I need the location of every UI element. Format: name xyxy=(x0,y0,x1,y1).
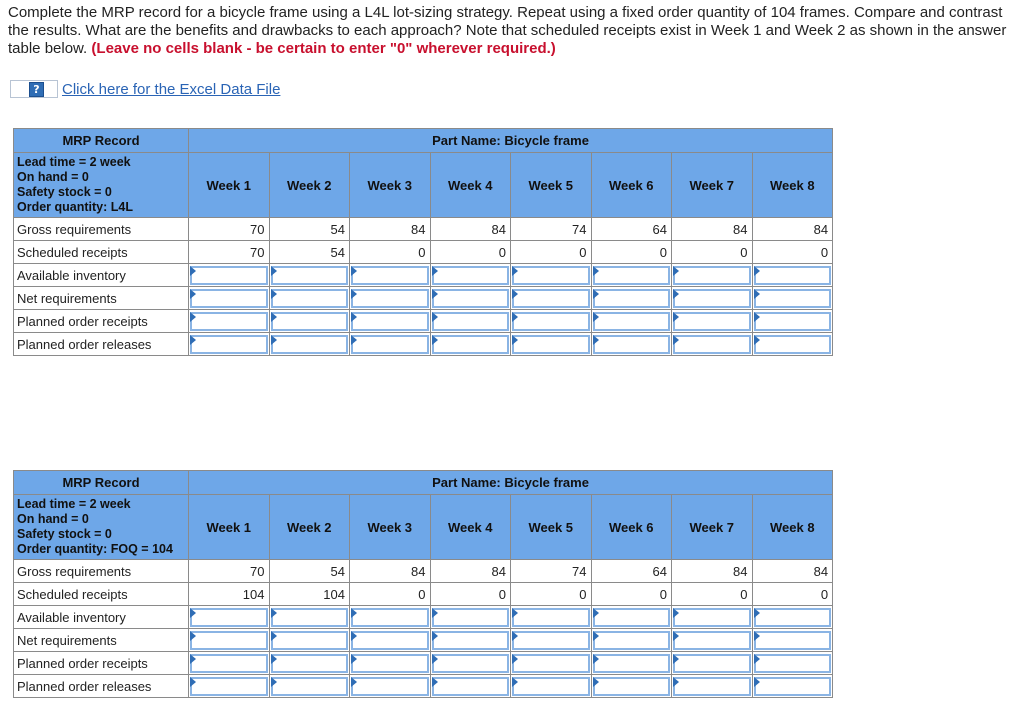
answer-input[interactable] xyxy=(271,335,349,354)
input-cell xyxy=(591,264,672,287)
parameter-line: Safety stock = 0 xyxy=(17,527,112,541)
answer-input[interactable] xyxy=(190,654,268,673)
table-row xyxy=(14,606,833,629)
input-cell xyxy=(511,652,592,675)
value-cell: 0 xyxy=(430,241,511,264)
input-cell xyxy=(350,606,431,629)
value-cell: 84 xyxy=(752,218,833,241)
value-cell: 0 xyxy=(752,241,833,264)
answer-input[interactable] xyxy=(754,289,832,308)
input-cell xyxy=(430,333,511,356)
value-cell: 0 xyxy=(591,583,672,606)
input-cell xyxy=(269,606,350,629)
answer-input[interactable] xyxy=(271,677,349,696)
input-cell xyxy=(752,287,833,310)
input-cell xyxy=(511,264,592,287)
week-header: Week 6 xyxy=(591,153,672,218)
input-cell xyxy=(591,652,672,675)
input-cell xyxy=(269,264,350,287)
input-cell xyxy=(591,287,672,310)
value-cell: 0 xyxy=(511,583,592,606)
input-cell xyxy=(752,333,833,356)
answer-input[interactable] xyxy=(351,289,429,308)
input-cell xyxy=(189,606,270,629)
table-row xyxy=(14,333,833,356)
value-cell: 70 xyxy=(189,241,270,264)
week-header: Week 6 xyxy=(591,495,672,560)
value-cell: 64 xyxy=(591,560,672,583)
answer-input[interactable] xyxy=(351,335,429,354)
week-header: Week 1 xyxy=(189,495,270,560)
week-header: Week 8 xyxy=(752,495,833,560)
input-cell xyxy=(430,652,511,675)
value-cell: 54 xyxy=(269,560,350,583)
input-cell xyxy=(672,333,753,356)
answer-input[interactable] xyxy=(593,631,671,650)
input-cell xyxy=(189,675,270,698)
answer-input[interactable] xyxy=(673,677,751,696)
answer-input[interactable] xyxy=(512,654,590,673)
answer-input[interactable] xyxy=(593,312,671,331)
answer-input[interactable] xyxy=(593,654,671,673)
parameter-line: On hand = 0 xyxy=(17,512,89,526)
input-cell xyxy=(269,310,350,333)
mrp-table-1 xyxy=(13,128,833,356)
table-row xyxy=(14,652,833,675)
answer-input[interactable] xyxy=(754,312,832,331)
help-icon: ? xyxy=(29,82,44,97)
mrp-table-2 xyxy=(13,470,833,698)
answer-input[interactable] xyxy=(432,312,510,331)
input-cell xyxy=(591,675,672,698)
answer-input[interactable] xyxy=(271,608,349,627)
answer-input[interactable] xyxy=(673,335,751,354)
value-cell: 70 xyxy=(189,218,270,241)
input-cell xyxy=(350,264,431,287)
row-label: Scheduled receipts xyxy=(14,241,189,264)
answer-input[interactable] xyxy=(673,608,751,627)
answer-input[interactable] xyxy=(432,335,510,354)
row-label: Net requirements xyxy=(14,629,189,652)
question-body: Complete the MRP record for a bicycle frame using a L4L lot-sizing strategy. Repeat using a fixed order quantity of 104 frames. Compare and contrast the results. What are the benefits and drawbacks to each approach? Note that scheduled receipts exist in Week 1 and Week 2 as shown in the answer table below. xyxy=(8,4,1007,57)
answer-input[interactable] xyxy=(271,266,349,285)
input-cell xyxy=(189,652,270,675)
week-header: Week 3 xyxy=(350,153,431,218)
value-cell: 0 xyxy=(672,583,753,606)
week-header: Week 7 xyxy=(672,153,753,218)
parameter-line: Order quantity: FOQ = 104 xyxy=(17,542,173,556)
answer-input[interactable] xyxy=(593,266,671,285)
input-cell xyxy=(189,310,270,333)
answer-input[interactable] xyxy=(351,312,429,331)
value-cell: 0 xyxy=(350,241,431,264)
answer-input[interactable] xyxy=(512,335,590,354)
row-label: Scheduled receipts xyxy=(14,583,189,606)
value-cell: 84 xyxy=(672,560,753,583)
answer-input[interactable] xyxy=(432,677,510,696)
answer-input[interactable] xyxy=(512,608,590,627)
week-header: Week 3 xyxy=(350,495,431,560)
input-cell xyxy=(672,264,753,287)
input-cell xyxy=(350,629,431,652)
question-warning: (Leave no cells blank - be certain to enter "0" wherever required.) xyxy=(91,40,556,57)
row-label: Gross requirements xyxy=(14,560,189,583)
input-cell xyxy=(752,606,833,629)
week-header: Week 1 xyxy=(189,153,270,218)
week-header: Week 2 xyxy=(269,153,350,218)
table-row xyxy=(14,675,833,698)
answer-input[interactable] xyxy=(754,677,832,696)
answer-input[interactable] xyxy=(190,266,268,285)
answer-input[interactable] xyxy=(512,677,590,696)
input-cell xyxy=(189,629,270,652)
input-cell xyxy=(350,333,431,356)
answer-input[interactable] xyxy=(754,335,832,354)
input-cell xyxy=(511,675,592,698)
parameter-line: Lead time = 2 week xyxy=(17,155,131,169)
excel-data-file-link[interactable]: Click here for the Excel Data File xyxy=(62,80,281,98)
row-label: Planned order receipts xyxy=(14,310,189,333)
input-cell xyxy=(752,264,833,287)
value-cell: 54 xyxy=(269,218,350,241)
row-label: Planned order releases xyxy=(14,333,189,356)
value-cell: 0 xyxy=(591,241,672,264)
input-cell xyxy=(350,652,431,675)
record-parameters xyxy=(14,495,189,560)
answer-input[interactable] xyxy=(432,631,510,650)
value-cell: 84 xyxy=(350,218,431,241)
table-row xyxy=(14,560,833,583)
answer-input[interactable] xyxy=(271,654,349,673)
answer-input[interactable] xyxy=(190,677,268,696)
input-cell xyxy=(350,675,431,698)
input-cell xyxy=(511,287,592,310)
answer-input[interactable] xyxy=(432,608,510,627)
input-cell xyxy=(350,310,431,333)
answer-input[interactable] xyxy=(351,266,429,285)
input-cell xyxy=(511,606,592,629)
answer-input[interactable] xyxy=(754,631,832,650)
answer-input[interactable] xyxy=(190,312,268,331)
week-header: Week 7 xyxy=(672,495,753,560)
input-cell xyxy=(591,310,672,333)
input-cell xyxy=(672,652,753,675)
answer-input[interactable] xyxy=(432,654,510,673)
value-cell: 84 xyxy=(430,218,511,241)
table-row xyxy=(14,310,833,333)
answer-input[interactable] xyxy=(512,631,590,650)
input-cell xyxy=(591,333,672,356)
input-cell xyxy=(269,333,350,356)
input-cell xyxy=(269,629,350,652)
table-row xyxy=(14,241,833,264)
help-button[interactable] xyxy=(10,80,58,98)
answer-input[interactable] xyxy=(271,312,349,331)
answer-input[interactable] xyxy=(351,677,429,696)
input-cell xyxy=(350,287,431,310)
row-label: Available inventory xyxy=(14,606,189,629)
answer-input[interactable] xyxy=(432,289,510,308)
value-cell: 70 xyxy=(189,560,270,583)
value-cell: 104 xyxy=(269,583,350,606)
answer-input[interactable] xyxy=(432,266,510,285)
value-cell: 0 xyxy=(350,583,431,606)
value-cell: 74 xyxy=(511,560,592,583)
parameter-line: Safety stock = 0 xyxy=(17,185,112,199)
answer-input[interactable] xyxy=(754,654,832,673)
answer-input[interactable] xyxy=(351,631,429,650)
parameter-line: Lead time = 2 week xyxy=(17,497,131,511)
answer-input[interactable] xyxy=(512,312,590,331)
answer-input[interactable] xyxy=(593,289,671,308)
input-cell xyxy=(752,310,833,333)
table-row xyxy=(14,629,833,652)
input-cell xyxy=(189,287,270,310)
week-header: Week 8 xyxy=(752,153,833,218)
part-name: Part Name: Bicycle frame xyxy=(189,471,833,495)
input-cell xyxy=(269,675,350,698)
input-cell xyxy=(430,629,511,652)
value-cell: 64 xyxy=(591,218,672,241)
value-cell: 84 xyxy=(752,560,833,583)
input-cell xyxy=(672,606,753,629)
input-cell xyxy=(430,675,511,698)
answer-input[interactable] xyxy=(673,631,751,650)
input-cell xyxy=(591,629,672,652)
answer-input[interactable] xyxy=(673,289,751,308)
row-label: Planned order releases xyxy=(14,675,189,698)
answer-input[interactable] xyxy=(271,289,349,308)
value-cell: 74 xyxy=(511,218,592,241)
answer-input[interactable] xyxy=(190,289,268,308)
value-cell: 0 xyxy=(511,241,592,264)
answer-input[interactable] xyxy=(593,335,671,354)
value-cell: 0 xyxy=(752,583,833,606)
value-cell: 84 xyxy=(672,218,753,241)
input-cell xyxy=(430,264,511,287)
week-header: Week 5 xyxy=(511,153,592,218)
row-label: Planned order receipts xyxy=(14,652,189,675)
input-cell xyxy=(511,629,592,652)
input-cell xyxy=(511,310,592,333)
answer-input[interactable] xyxy=(190,608,268,627)
week-header: Week 2 xyxy=(269,495,350,560)
value-cell: 0 xyxy=(672,241,753,264)
answer-input[interactable] xyxy=(673,654,751,673)
input-cell xyxy=(752,629,833,652)
week-header: Week 4 xyxy=(430,495,511,560)
parameter-line: Order quantity: L4L xyxy=(17,200,133,214)
week-header: Week 5 xyxy=(511,495,592,560)
answer-input[interactable] xyxy=(512,266,590,285)
answer-input[interactable] xyxy=(673,266,751,285)
table-row xyxy=(14,264,833,287)
input-cell xyxy=(672,675,753,698)
input-cell xyxy=(189,333,270,356)
input-cell xyxy=(430,287,511,310)
input-cell xyxy=(430,310,511,333)
input-cell xyxy=(189,264,270,287)
table-row xyxy=(14,287,833,310)
part-name: Part Name: Bicycle frame xyxy=(189,129,833,153)
input-cell xyxy=(269,287,350,310)
input-cell xyxy=(672,629,753,652)
input-cell xyxy=(430,606,511,629)
table-row xyxy=(14,218,833,241)
input-cell xyxy=(591,606,672,629)
value-cell: 0 xyxy=(430,583,511,606)
record-parameters xyxy=(14,153,189,218)
answer-input[interactable] xyxy=(351,654,429,673)
answer-input[interactable] xyxy=(593,677,671,696)
record-title: MRP Record xyxy=(14,471,189,495)
excel-data-link-row xyxy=(10,78,280,100)
value-cell: 104 xyxy=(189,583,270,606)
input-cell xyxy=(672,310,753,333)
value-cell: 84 xyxy=(350,560,431,583)
answer-input[interactable] xyxy=(271,631,349,650)
week-header: Week 4 xyxy=(430,153,511,218)
answer-input[interactable] xyxy=(593,608,671,627)
parameter-line: On hand = 0 xyxy=(17,170,89,184)
input-cell xyxy=(752,675,833,698)
row-label: Gross requirements xyxy=(14,218,189,241)
answer-input[interactable] xyxy=(190,335,268,354)
input-cell xyxy=(269,652,350,675)
row-label: Available inventory xyxy=(14,264,189,287)
record-title: MRP Record xyxy=(14,129,189,153)
answer-input[interactable] xyxy=(190,631,268,650)
answer-input[interactable] xyxy=(351,608,429,627)
value-cell: 84 xyxy=(430,560,511,583)
answer-input[interactable] xyxy=(754,608,832,627)
row-label: Net requirements xyxy=(14,287,189,310)
answer-input[interactable] xyxy=(673,312,751,331)
question-text xyxy=(8,4,1013,58)
input-cell xyxy=(752,652,833,675)
input-cell xyxy=(511,333,592,356)
input-cell xyxy=(672,287,753,310)
answer-input[interactable] xyxy=(512,289,590,308)
answer-input[interactable] xyxy=(754,266,832,285)
value-cell: 54 xyxy=(269,241,350,264)
table-row xyxy=(14,583,833,606)
